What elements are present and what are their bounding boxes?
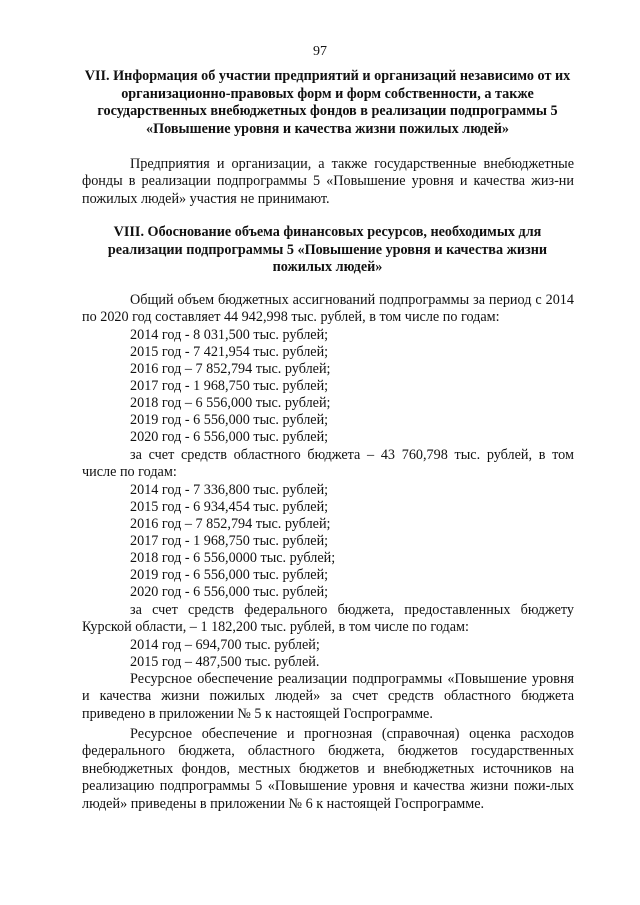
total-year-2020: 2020 год - 6 556,000 тыс. рублей; [130,429,329,445]
regional-year-2016: 2016 год – 7 852,794 тыс. рублей; [130,516,331,532]
section-7-text: Предприятия и организации, а также государственные внебюджетные фонды в реализации подпрограммы 5 «Повышение уровня и качества жиз-ни пожилых людей» участия не принимают. [82,156,574,207]
federal-budget-intro: за счет средств федерального бюджета, предоставленных бюджету Курской области, – 1 182,200 тыс. рублей, в том числе по годам: [82,602,574,636]
regional-year-2019: 2019 год - 6 556,000 тыс. рублей; [130,567,329,583]
total-budget-intro: Общий объем бюджетных ассигнований подпрограммы за период с 2014 по 2020 год составляет 44 942,998 тыс. рублей, в том числе по годам: [82,292,574,326]
regional-year-2017: 2017 год - 1 968,750 тыс. рублей; [130,533,329,549]
total-year-2014: 2014 год - 8 031,500 тыс. рублей; [130,327,329,343]
appendix-5-paragraph: Ресурсное обеспечение реализации подпрограммы «Повышение уровня и качества жизни пожилых людей» за счет средств областного бюджета приведено в приложении № 5 к настоящей Госпрограмме. [82,671,574,722]
page-number: 97 [313,44,327,59]
section-8-heading: VIII. Обоснование объема финансовых ресурсов, необходимых для реализации подпрограммы 5 «Повышение уровня и качества жизни пожилых людей» [107,224,548,275]
total-year-2015: 2015 год - 7 421,954 тыс. рублей; [130,344,329,360]
regional-year-2015: 2015 год - 6 934,454 тыс. рублей; [130,499,329,515]
regional-year-2014: 2014 год - 7 336,800 тыс. рублей; [130,482,329,498]
federal-year-2015: 2015 год – 487,500 тыс. рублей. [130,654,320,670]
total-year-2016: 2016 год – 7 852,794 тыс. рублей; [130,361,331,377]
total-year-2017: 2017 год - 1 968,750 тыс. рублей; [130,378,329,394]
total-year-2018: 2018 год – 6 556,000 тыс. рублей; [130,395,331,411]
appendix-6-paragraph: Ресурсное обеспечение и прогнозная (справочная) оценка расходов федерального бюджета, областного бюджета, бюджетов государственных внебюджетных фондов, местных бюджетов и внебюджетных источников на реализацию подпрограммы 5 «Повышение уровня и качества жизни пожи-лых людей» приведены в приложении № 6 к настоящей Госпрограмме. [82,726,574,812]
regional-year-2018: 2018 год - 6 556,0000 тыс. рублей; [130,550,336,566]
regional-budget-intro: за счет средств областного бюджета – 43 760,798 тыс. рублей, в том числе по годам: [82,447,574,481]
section-7-heading: VII. Информация об участии предприятий и организаций независимо от их организационно-правовых форм и форм собственности, а также государственных внебюджетных фондов в реализации подпрограммы 5 «Повышение уровня и качества жизни пожилых людей» [84,68,571,137]
federal-year-2014: 2014 год – 694,700 тыс. рублей; [130,637,320,653]
regional-year-2020: 2020 год - 6 556,000 тыс. рублей; [130,584,329,600]
total-year-2019: 2019 год - 6 556,000 тыс. рублей; [130,412,329,428]
